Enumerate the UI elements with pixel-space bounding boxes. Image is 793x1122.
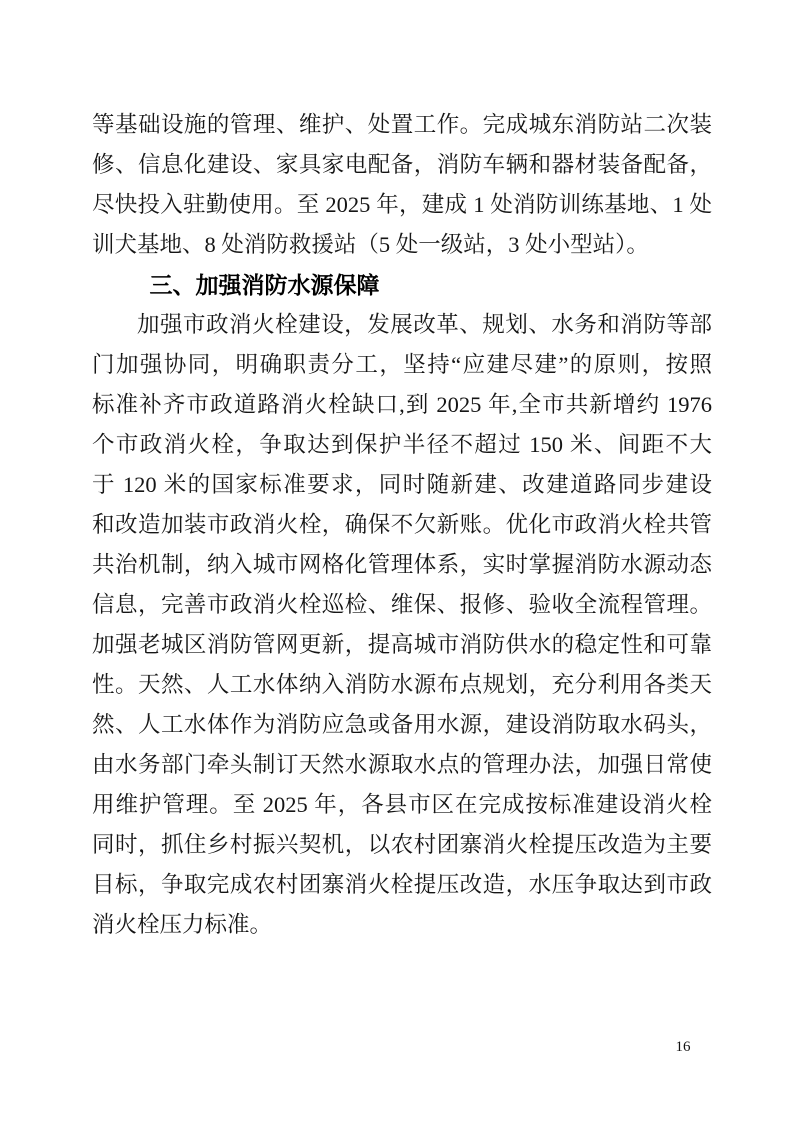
- text-line: 和改造加装市政消火栓，确保不欠新账。优化市政消火栓共管: [92, 512, 712, 537]
- text-line: 性。天然、人工水体纳入消防水源布点规划，充分利用各类天: [92, 672, 712, 697]
- text-line: 共治机制，纳入城市网格化管理体系，实时掌握消防水源动态: [92, 552, 712, 577]
- text-line: 目标，争取完成农村团寨消火栓提压改造，水压争取达到市政: [92, 872, 712, 897]
- text-line: 用维护管理。至 2025 年，各县市区在完成按标准建设消火栓: [92, 792, 712, 817]
- text-line: 于 120 米的国家标准要求，同时随新建、改建道路同步建设: [92, 472, 712, 497]
- page-number: 16: [675, 1039, 691, 1055]
- paragraph-body: [92, 305, 712, 945]
- section-heading: 三、加强消防水源保障: [149, 272, 380, 298]
- text-line: 信息，完善市政消火栓巡检、维保、报修、验收全流程管理。: [92, 592, 712, 617]
- text-line: 门加强协同，明确职责分工，坚持“应建尽建”的原则，按照: [92, 352, 712, 377]
- text-line: 加强老城区消防管网更新，提高城市消防供水的稳定性和可靠: [92, 632, 712, 657]
- text-line: 训犬基地、8 处消防救援站（5 处一级站，3 处小型站）。: [92, 232, 649, 257]
- text-line: 同时，抓住乡村振兴契机，以农村团寨消火栓提压改造为主要: [92, 832, 712, 857]
- text-line: 修、信息化建设、家具家电配备，消防车辆和器材装备配备，: [92, 152, 712, 177]
- text-line: 等基础设施的管理、维护、处置工作。完成城东消防站二次装: [92, 112, 712, 137]
- paragraph-continuation: [92, 105, 712, 265]
- text-line: 然、人工水体作为消防应急或备用水源，建设消防取水码头，: [92, 712, 712, 737]
- text-line: 消火栓压力标准。: [92, 912, 273, 937]
- text-line: 尽快投入驻勤使用。至 2025 年，建成 1 处消防训练基地、1 处: [92, 192, 712, 217]
- text-line: 由水务部门牵头制订天然水源取水点的管理办法，加强日常使: [92, 752, 712, 777]
- text-line: 个市政消火栓，争取达到保护半径不超过 150 米、间距不大: [92, 432, 712, 457]
- text-line: 加强市政消火栓建设，发展改革、规划、水务和消防等部: [137, 312, 712, 337]
- text-line: 标准补齐市政道路消火栓缺口,到 2025 年,全市共新增约 1976: [92, 392, 712, 417]
- document-body: [92, 105, 712, 945]
